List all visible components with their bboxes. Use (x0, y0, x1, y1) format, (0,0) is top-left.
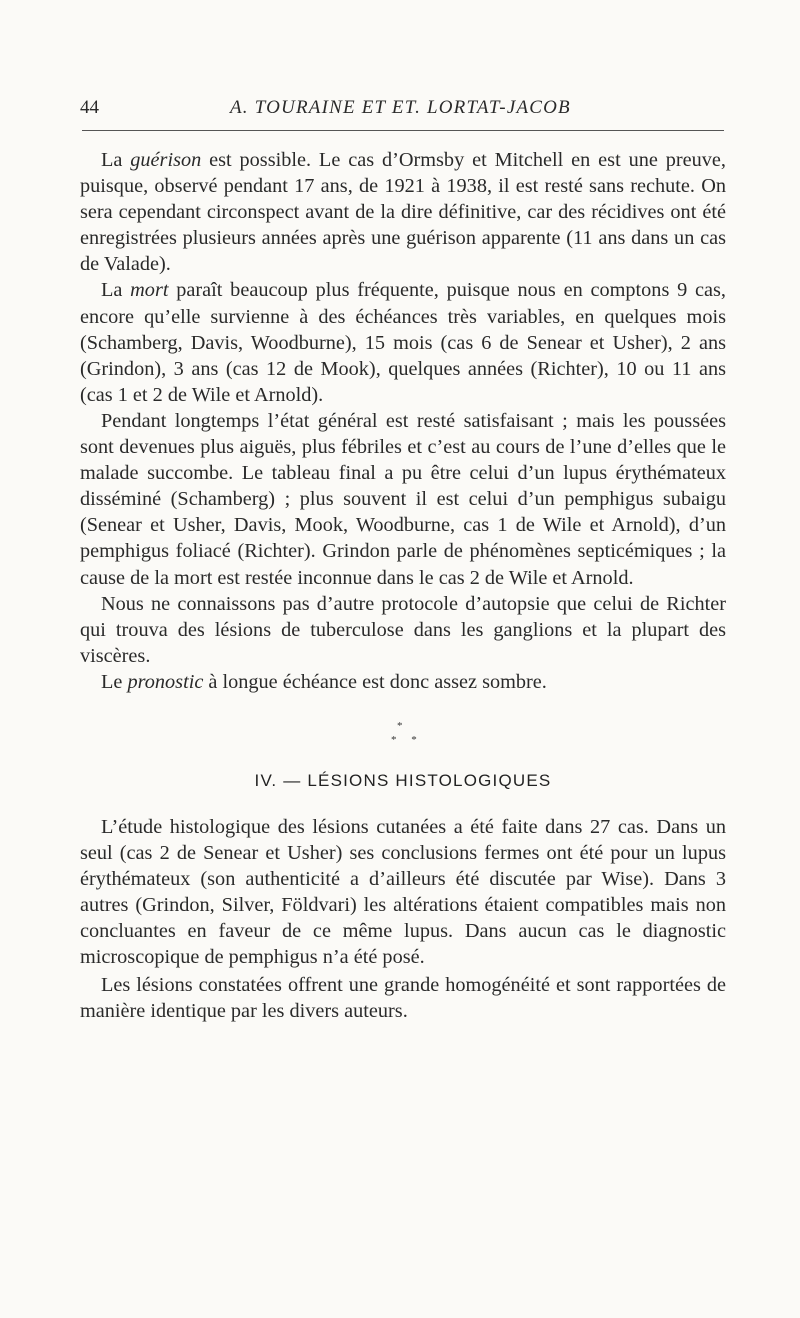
book-page (80, 96, 726, 1024)
body-text (80, 147, 726, 695)
paragraph-histologie: L’étude histologique des lésions cutanées a été faite dans 27 cas. Dans un seul (cas 2 de Senear et Usher) ses conclusions fermes ont été pour un lupus érythémateux (son authenticité a d’ailleurs été discutée par Wise). Dans 3 autres (Grindon, Silver, Földvari) les altérations étaient compatibles mais non concluantes en faveur de ce même lupus. Dans aucun cas le diagnostic microscopique de pemphigus n’a été posé. (80, 815, 726, 969)
paragraph-autopsie: Nous ne connaissons pas d’autre protocole d’autopsie que celui de Richter qui trouva des lésions de tuberculose dans les ganglions et la plupart des viscères. (80, 592, 726, 667)
separator-bottom-stars: * * (391, 733, 423, 746)
header-rule (82, 130, 724, 131)
paragraph-etat-general: Pendant longtemps l’état général est resté satisfaisant ; mais les poussées sont devenues plus aiguës, plus fébriles et c’est au cours de l’une d’elles que le malade succombe. Le tableau final a pu être celui d’un lupus érythémateux disséminé (Schamberg) ; plus souvent il est celui d’un pemphigus subaigu (Senear et Usher, Davis, Mook, Woodburne, cas 1 de Wile et Arnold), d’un pemphigus foliacé (Richter). Grindon parle de phénomènes septicémiques ; la cause de la mort est restée inconnue dans le cas 2 de Wile et Arnold. (80, 409, 726, 589)
section-body (80, 814, 726, 1024)
paragraph-guerison: La guérison est possible. Le cas d’Ormsby et Mitchell en est une preuve, puisque, observé pendant 17 ans, de 1921 à 1938, il est resté sans rechute. On sera cependant circonspect avant de la dire définitive, car des récidives ont été enregistrées plusieurs années après une guérison apparente (11 ans dans un cas de Valade). (80, 149, 726, 276)
term-pronostic: pronostic (127, 670, 204, 693)
paragraph-pronostic: Le pronostic à longue échéance est donc assez sombre. (101, 670, 547, 693)
page-number: 44 (80, 97, 99, 118)
paragraph-homogeneite: Les lésions constatées offrent une grande homogénéité et sont rapportées de manière identique par les divers auteurs. (80, 973, 726, 1022)
term-guerison: guérison (130, 149, 202, 171)
running-head: A. TOURAINE ET ET. LORTAT-JACOB (230, 97, 571, 118)
section-separator (80, 721, 726, 759)
paragraph-mort: La mort paraît beaucoup plus fréquente, puisque nous en comptons 9 cas, encore qu’elle survienne à des échéances très variables, en quelques mois (Schamberg, Davis, Woodburne), 15 mois (cas 6 de Senear et Usher), 2 ans (Grindon), 3 ans (cas 12 de Mook), quelques années (Richter), 10 ou 11 ans (cas 1 et 2 de Wile et Arnold). (80, 279, 726, 406)
section-title: IV. — LÉSIONS HISTOLOGIQUES (254, 770, 552, 790)
term-mort: mort (130, 279, 169, 302)
page-header (80, 96, 726, 120)
separator-top-star: * (397, 719, 403, 732)
